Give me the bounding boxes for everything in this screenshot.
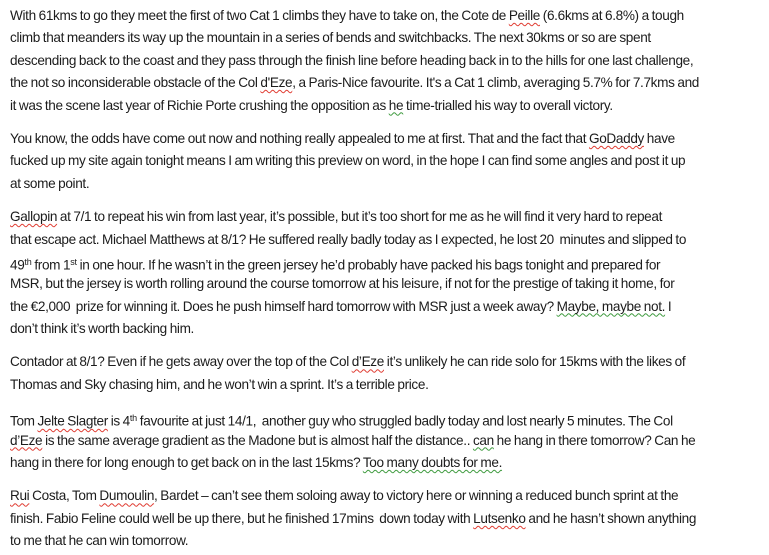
text-run: time-trialled his way to overall victory. — [403, 97, 613, 113]
ordinal-superscript: th — [24, 256, 32, 267]
text-line — [10, 229, 763, 251]
text-line — [10, 173, 763, 195]
paragraph — [10, 206, 763, 340]
text-run: the €2,000 prize for winning it. Does he push himself hard tomorrow with MSR just a week away? — [10, 298, 557, 314]
misspelled-word: Jelte Slagter — [37, 413, 108, 429]
text-line — [10, 374, 763, 396]
text-line — [10, 430, 763, 452]
paragraph — [10, 128, 763, 195]
text-line — [10, 351, 763, 373]
text-line — [10, 452, 763, 474]
paragraph — [10, 407, 763, 474]
text-run: I — [665, 298, 672, 314]
paragraph — [10, 485, 763, 552]
text-line — [10, 206, 763, 228]
grammar-flagged-text: he — [388, 97, 404, 113]
text-line — [10, 296, 763, 318]
text-line — [10, 5, 763, 27]
text-run: don’t think it’s worth backing him. — [10, 321, 194, 337]
text-run: 49 — [10, 257, 25, 273]
grammar-flagged-text: Too many doubts for me. — [362, 455, 503, 471]
text-run: finish. Fabio Feline could well be up there, but he finished 17mins down today with — [10, 510, 474, 526]
misspelled-word: d’Eze — [351, 354, 384, 370]
text-run: that escape act. Michael Matthews at 8/1? He suffered really badly today as I expected, he lost 20 minutes and slipped to — [10, 231, 687, 247]
text-run: have — [643, 130, 675, 146]
text-run: hang in there for long enough to get back on in the last 15kms? — [10, 455, 363, 471]
text-line — [10, 508, 763, 530]
text-run: descending back to the coast and they pass through the finish line before heading back in to the hills for one last challenge, — [10, 52, 694, 68]
text-run: favourite at just 14/1, another guy who struggled badly today and lost nearly 5 minutes. The Col — [136, 413, 673, 429]
text-run: (6.6kms at 6.8%) a tough — [539, 8, 684, 23]
misspelled-word: Peille — [508, 8, 540, 23]
grammar-flagged-text: can — [472, 432, 494, 448]
text-line — [10, 273, 763, 295]
text-run: fucked up my site again tonight means I am writing this preview on word, in the hope I can find some angles and post it up — [10, 153, 686, 169]
text-run: at 7/1 to repeat his win from last year, it’s possible, but it’s too short for me as he will find it very hard to repeat — [57, 209, 663, 225]
text-run: and he hasn’t shown anything — [525, 510, 697, 526]
misspelled-word: Rui — [10, 488, 30, 504]
text-line — [10, 128, 763, 150]
text-run: from 1 — [31, 257, 71, 273]
text-run: the not so inconsiderable obstacle of the Col — [10, 75, 261, 91]
text-line — [10, 72, 763, 94]
text-line — [10, 530, 763, 552]
text-run: You know, the odds have come out now and nothing really appealed to me at first. That and the fact that — [10, 130, 589, 146]
paragraph — [10, 351, 763, 396]
text-run: Tom — [10, 413, 38, 429]
text-line — [10, 95, 763, 117]
text-run: is the same average gradient as the Madone but is almost half the distance.. — [42, 432, 473, 448]
text-run: , a Paris-Nice favourite. It's a Cat 1 climb, averaging 5.7% for 7.7kms and — [292, 75, 700, 91]
grammar-flagged-text: Maybe, maybe not. — [556, 298, 666, 314]
misspelled-word: Lutsenko — [473, 510, 526, 526]
text-run: he hang in there tomorrow? Can he — [493, 432, 696, 448]
misspelled-word: GoDaddy — [589, 130, 644, 146]
text-run: Contador at 8/1? Even if he gets away over the top of the Col — [10, 354, 352, 370]
misspelled-word: d'Eze — [260, 75, 293, 91]
text-line — [10, 150, 763, 172]
ordinal-superscript: st — [70, 256, 77, 267]
text-run: With 61kms to go they meet the first of two Cat 1 climbs they have to take on, the Cote de — [10, 8, 509, 23]
text-line — [10, 407, 763, 429]
text-line — [10, 50, 763, 72]
text-line — [10, 27, 763, 49]
text-run: Costa, Tom — [29, 488, 100, 504]
ordinal-superscript: th — [129, 413, 137, 424]
text-run: at some point. — [10, 175, 90, 191]
text-run: it was the scene last year of Richie Porte crushing the opposition as — [10, 97, 389, 113]
text-line — [10, 251, 763, 273]
text-run: Thomas and Sky chasing him, and he won’t win a sprint. It’s a terrible price. — [10, 376, 429, 392]
text-run: is 4 — [107, 413, 130, 429]
text-run: to me that he can win tomorrow. — [10, 533, 189, 549]
misspelled-word: Dumoulin — [99, 488, 155, 504]
text-run: , Bardet – can’t see them soloing away to victory here or winning a reduced bunch sprint at the — [154, 488, 679, 504]
text-line — [10, 318, 763, 340]
paragraph — [10, 5, 763, 117]
text-run: in one hour. If he wasn’t in the green jersey he’d probably have packed his bags tonight and prepared for — [76, 257, 661, 273]
misspelled-word: Gallopin — [10, 209, 58, 225]
misspelled-word: d’Eze — [10, 432, 43, 448]
text-run: it’s unlikely he can ride solo for 15kms with the likes of — [383, 354, 686, 370]
text-line — [10, 485, 763, 507]
text-run: climb that meanders its way up the mountain in a series of bends and switchbacks. The next 30kms or so are spent — [10, 30, 651, 46]
text-run: MSR, but the jersey is worth rolling around the course tomorrow at his leisure, if not for the prestige of taking it home, for — [10, 276, 675, 292]
